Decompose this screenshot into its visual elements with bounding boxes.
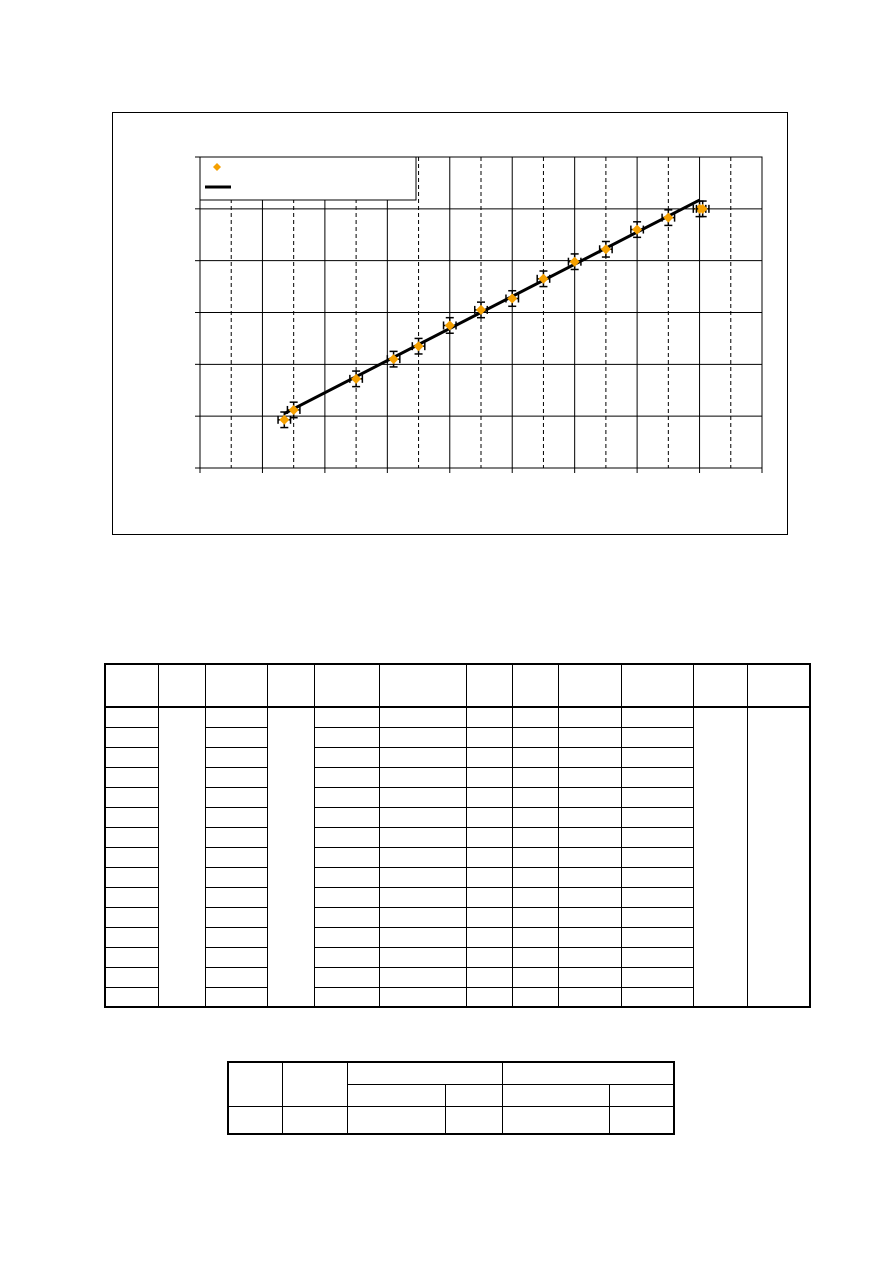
table-cell [513,767,559,787]
summary-subheader-cell [503,1084,610,1106]
table-cell [105,987,159,1007]
table-cell [467,907,513,927]
table-cell [513,827,559,847]
table-cell [206,887,268,907]
table-cell [622,707,694,727]
table-cell [206,747,268,767]
table-cell [559,887,622,907]
table-cell [513,887,559,907]
table-cell [105,807,159,827]
table-cell [380,787,467,807]
table-header-cell [159,664,206,707]
table-header-cell [467,664,513,707]
table-cell [105,947,159,967]
summary-header-group [503,1062,675,1084]
table-cell [622,867,694,887]
table-cell [315,887,380,907]
table-header-cell [268,664,315,707]
table-cell [559,787,622,807]
data-points-layer [278,201,709,428]
table-cell [622,927,694,947]
table-cell [559,707,622,727]
table-cell [467,727,513,747]
table-cell [559,847,622,867]
table-cell [513,967,559,987]
table-cell [513,987,559,1007]
table-cell [622,747,694,767]
table-cell [467,747,513,767]
table-cell [380,847,467,867]
table-cell [380,707,467,727]
legend [200,157,416,200]
table-header-cell [206,664,268,707]
table-cell [559,767,622,787]
table-cell [315,827,380,847]
table-cell [622,727,694,747]
table-cell [622,887,694,907]
table-cell [315,967,380,987]
table-cell [559,947,622,967]
data-point [696,201,708,217]
table-cell [622,907,694,927]
table-header-cell [105,664,159,707]
merged-cell [748,707,811,1007]
table-cell [559,927,622,947]
table-cell [622,987,694,1007]
table-cell [467,707,513,727]
table-cell [380,967,467,987]
table-cell [206,867,268,887]
summary-data-cell [283,1106,348,1134]
table-cell [467,987,513,1007]
table-cell [105,847,159,867]
table-cell [513,807,559,827]
table-cell [206,967,268,987]
table-row [105,707,810,727]
summary-data-cell [610,1106,675,1134]
table-cell [622,947,694,967]
summary-data-cell [228,1106,283,1134]
table-cell [315,727,380,747]
table-header-cell [513,664,559,707]
table-cell [467,867,513,887]
table-cell [513,787,559,807]
summary-subheader-cell [610,1084,675,1106]
chart-frame [112,112,788,535]
table-cell [559,727,622,747]
table-cell [105,927,159,947]
table-cell [206,827,268,847]
table-cell [315,767,380,787]
data-point [287,402,299,418]
table-cell [206,787,268,807]
table-cell [559,867,622,887]
summary-data-cell [446,1106,503,1134]
table-cell [105,887,159,907]
summary-data-cell [503,1106,610,1134]
table-cell [467,827,513,847]
table-cell [315,987,380,1007]
summary-data-cell [348,1106,446,1134]
table-cell [206,767,268,787]
table-cell [105,967,159,987]
merged-cell [694,707,748,1007]
table-cell [380,867,467,887]
table-cell [206,807,268,827]
summary-table [227,1061,675,1135]
table-cell [206,727,268,747]
table-cell [315,787,380,807]
table-cell [105,707,159,727]
table-cell [559,967,622,987]
data-point [537,271,549,287]
table-cell [380,767,467,787]
table-cell [513,907,559,927]
data-point [278,412,290,428]
table-cell [380,827,467,847]
merged-cell [268,707,315,1007]
table-cell [206,987,268,1007]
table-cell [380,987,467,1007]
table-cell [206,847,268,867]
table-header-cell [622,664,694,707]
table-cell [467,787,513,807]
table-cell [315,947,380,967]
main-data-table [104,663,811,1008]
table-cell [513,867,559,887]
summary-subheader-cell [348,1084,446,1106]
table-cell [380,927,467,947]
table-header-cell [380,664,467,707]
table-cell [380,907,467,927]
table-cell [622,767,694,787]
table-cell [105,827,159,847]
table-cell [315,707,380,727]
chart [113,113,789,536]
table-cell [315,927,380,947]
table-cell [105,767,159,787]
table-cell [513,707,559,727]
table-cell [467,807,513,827]
table-cell [105,867,159,887]
table-header-cell [748,664,811,707]
table-cell [513,847,559,867]
table-cell [206,907,268,927]
legend-box [200,157,416,200]
table-cell [380,807,467,827]
summary-header-cell [228,1062,283,1106]
table-cell [467,927,513,947]
summary-subheader-cell [446,1084,503,1106]
table-header-cell [694,664,748,707]
table-cell [315,847,380,867]
table-cell [206,927,268,947]
table-cell [513,747,559,767]
table-cell [513,727,559,747]
summary-header-cell [283,1062,348,1106]
table-cell [622,847,694,867]
table-cell [559,827,622,847]
merged-cell [159,707,206,1007]
table-cell [513,947,559,967]
table-cell [622,967,694,987]
table-cell [206,947,268,967]
table-cell [467,947,513,967]
table-cell [315,867,380,887]
table-cell [105,787,159,807]
table-cell [513,927,559,947]
data-point [600,241,612,257]
summary-header-group [348,1062,503,1084]
table-cell [315,747,380,767]
table-cell [206,707,268,727]
table-cell [622,827,694,847]
table-cell [467,967,513,987]
table-cell [380,887,467,907]
table-header-cell [559,664,622,707]
table-cell [105,727,159,747]
table-cell [315,807,380,827]
table-header-cell [315,664,380,707]
table-cell [105,907,159,927]
table-cell [380,727,467,747]
table-cell [380,747,467,767]
table-cell [559,987,622,1007]
table-cell [559,807,622,827]
table-cell [467,847,513,867]
table-cell [467,767,513,787]
table-cell [622,807,694,827]
table-cell [559,747,622,767]
table-cell [105,747,159,767]
table-cell [622,787,694,807]
table-cell [559,907,622,927]
table-cell [467,887,513,907]
table-cell [315,907,380,927]
table-cell [380,947,467,967]
